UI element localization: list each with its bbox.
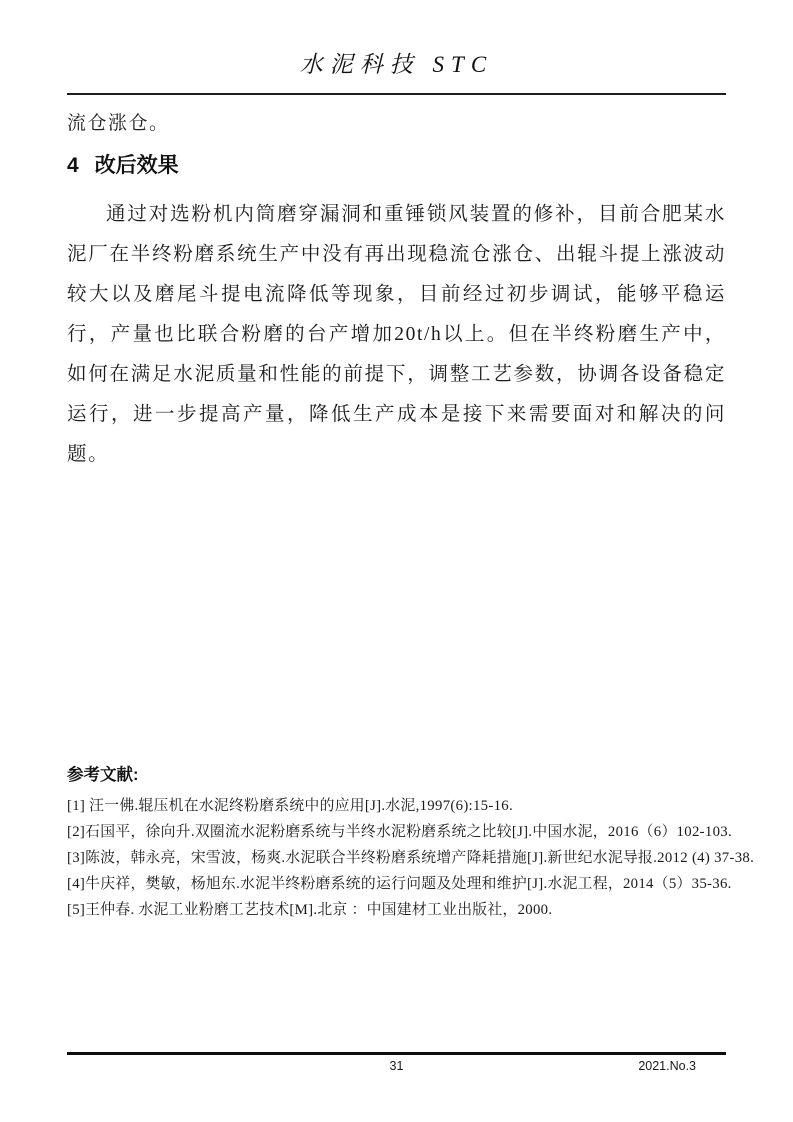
references-heading: 参考文献: bbox=[67, 766, 139, 784]
footer-issue-label: 2021.No.3 bbox=[638, 1059, 696, 1073]
section-body-paragraph: 通过对选粉机内筒磨穿漏洞和重锤锁风装置的修补，目前合肥某水泥厂在半终粉磨系统生产中没有再出现稳流仓涨仓、出辊斗提上涨波动较大以及磨尾斗提电流降低等现象，目前经过初步调试，能够平稳运行，产量也比联合粉磨的台产增加20t/h以上。但在半终粉磨生产中，如何在满足水泥质量和性能的前提下，调整工艺参数，协调各设备稳定运行，进一步提高产量，降低生产成本是接下来需要面对和解决的问题。 bbox=[67, 204, 726, 465]
footer-row bbox=[67, 1059, 726, 1077]
header-rule bbox=[67, 93, 726, 95]
footer-page-number: 31 bbox=[389, 1059, 404, 1073]
page-header bbox=[67, 0, 726, 95]
reference-item: [4]牛庆祥，樊敏，杨旭东.水泥半终粉磨系统的运行问题及处理和维护[J].水泥工程，2014（5）35-36. bbox=[67, 876, 732, 892]
page-footer bbox=[67, 1052, 726, 1122]
journal-title: 水泥科技 STC bbox=[299, 52, 494, 77]
references-section bbox=[67, 761, 755, 923]
page-content bbox=[67, 0, 755, 923]
reference-item: [2]石国平，徐向升.双圈流水泥粉磨系统与半终水泥粉磨系统之比较[J].中国水泥，2016（6）102-103. bbox=[67, 824, 732, 840]
footer-rule bbox=[67, 1052, 726, 1055]
section-heading bbox=[67, 149, 726, 179]
paragraph-leftover-text: 流仓涨仓。 bbox=[67, 113, 170, 134]
reference-item: [1] 汪一佛.辊压机在水泥终粉磨系统中的应用[J].水泥,1997(6):15-16. bbox=[67, 798, 513, 814]
reference-item: [3]陈波，韩永亮，宋雪波，杨爽.水泥联合半终粉磨系统增产降耗措施[J].新世纪水泥导报.2012 (4) 37-38. bbox=[67, 850, 755, 866]
reference-item: [5]王仲春. 水泥工业粉磨工艺技术[M].北京 ：中国建材工业出版社，2000. bbox=[67, 902, 553, 918]
section-number: 4 bbox=[67, 154, 79, 177]
section-title: 改后效果 bbox=[94, 154, 179, 177]
